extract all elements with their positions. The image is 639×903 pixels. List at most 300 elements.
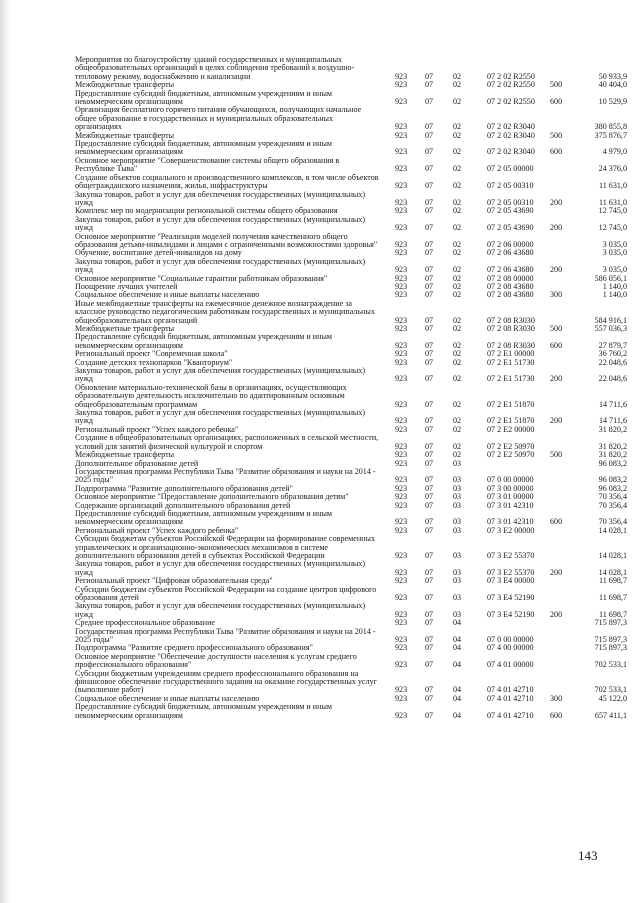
- section-code: 07: [425, 458, 434, 468]
- amount: 557 036,3: [594, 324, 627, 333]
- subsection-code: 02: [453, 265, 462, 275]
- ved-code: 923: [395, 424, 408, 434]
- row-name: Государственная программа Республики Тыва "Развитие образования и науки на 2014 - 2025 годы": [75, 466, 376, 485]
- row-name: Создание в общеобразовательных организациях, расположенных в сельской местности, условий для занятий физической культурой и спортом: [75, 433, 379, 451]
- amount: 11 698,7: [598, 576, 627, 586]
- expense-type-code: 200: [550, 416, 563, 426]
- amount: 31 820,2: [598, 450, 627, 460]
- row-name: Закупка товаров, работ и услуг для обеспечения государственных (муниципальных) нужд: [75, 366, 366, 384]
- subsection-code: 03: [453, 458, 462, 468]
- row-name: Основное мероприятие "Совершенствование системы общего образования в Республике Тыва": [75, 155, 340, 174]
- subsection-code: 02: [453, 281, 462, 291]
- subsection-code: 03: [453, 492, 462, 502]
- subsection-code: 04: [453, 685, 462, 695]
- subsection-code: 02: [453, 290, 462, 300]
- subsection-code: 02: [453, 399, 462, 409]
- amount: 11 631,0: [598, 181, 627, 191]
- ved-code: 923: [395, 441, 408, 451]
- amount: 96 083,2: [598, 458, 627, 468]
- row-name: Предоставление субсидий бюджетным, автономным учреждениям и иным некоммерческим организациям: [75, 332, 333, 350]
- section-code: 07: [425, 693, 434, 703]
- subsection-code: 02: [453, 273, 462, 283]
- target-article-code: 07 2 02 R3040: [487, 122, 535, 132]
- expense-type-code: 600: [550, 517, 563, 527]
- target-article-code: 07 2 05 00310: [487, 181, 534, 191]
- target-article-code: 07 2 E1 51870: [487, 416, 535, 426]
- table-row: [75, 140, 627, 157]
- section-code: 07: [425, 206, 434, 216]
- section-code: 07: [425, 416, 434, 426]
- ved-code: 923: [395, 181, 408, 191]
- ved-code: 923: [395, 97, 408, 107]
- subsection-code: 03: [453, 500, 462, 510]
- row-name: Основное мероприятие "Социальные гарантии работникам образования": [75, 273, 328, 283]
- target-article-code: 07 2 05 00000: [487, 164, 534, 174]
- target-article-code: 07 2 06 43680: [487, 248, 534, 258]
- row-name: Предоставление субсидий бюджетным, автономным учреждениям и иным некоммерческим организациям: [75, 702, 333, 720]
- section-code: 07: [425, 525, 434, 535]
- amount: 45 122,0: [598, 693, 627, 703]
- section-code: 07: [425, 239, 434, 249]
- target-article-code: 07 4 01 42710: [487, 710, 534, 720]
- amount: 10 529,9: [598, 97, 627, 107]
- target-article-code: 07 3 E2 55370: [487, 550, 535, 560]
- subsection-code: 04: [453, 618, 462, 628]
- table-row: [75, 670, 627, 695]
- target-article-code: 07 2 06 43680: [487, 265, 534, 275]
- subsection-code: 02: [453, 223, 462, 233]
- row-name: Обновление материально-технической базы в организациях, осуществляющих образовательную деятельность исключительно по адаптированным основным общеобразовательным программам: [75, 382, 347, 409]
- target-article-code: 07 2 E1 51730: [487, 357, 535, 367]
- ved-code: 923: [395, 550, 408, 560]
- ved-code: 923: [395, 660, 408, 670]
- section-code: 07: [425, 517, 434, 527]
- amount: 31 820,2: [598, 441, 627, 451]
- section-code: 07: [425, 635, 434, 645]
- section-code: 07: [425, 223, 434, 233]
- section-code: 07: [425, 660, 434, 670]
- subsection-code: 03: [453, 475, 462, 485]
- ved-code: 923: [395, 710, 408, 720]
- table-row: [75, 106, 627, 131]
- row-name: Закупка товаров, работ и услуг для обеспечения государственных (муниципальных) нужд: [75, 214, 366, 233]
- table-row: [75, 653, 627, 670]
- amount: 380 855,8: [594, 122, 627, 132]
- expense-type-code: 500: [550, 80, 563, 90]
- ved-code: 923: [395, 71, 408, 81]
- subsection-code: 03: [453, 609, 462, 619]
- subsection-code: 02: [453, 324, 462, 333]
- target-article-code: 07 2 02 R2550: [487, 71, 535, 81]
- ved-code: 923: [395, 517, 408, 527]
- section-code: 07: [425, 349, 434, 359]
- ved-code: 923: [395, 643, 408, 653]
- subsection-code: 02: [453, 80, 462, 90]
- section-code: 07: [425, 265, 434, 275]
- target-article-code: 07 3 E4 52190: [487, 593, 535, 602]
- amount: 11 698,7: [598, 593, 627, 602]
- section-code: 07: [425, 315, 434, 325]
- row-name: Предоставление субсидий бюджетным, автономным учреждениям и иным некоммерческим организациям: [75, 88, 333, 107]
- subsection-code: 02: [453, 164, 462, 174]
- table-row: [75, 56, 627, 81]
- target-article-code: 07 0 00 00000: [487, 475, 534, 485]
- ved-code: 923: [395, 475, 408, 485]
- amount: 22 048,6: [598, 357, 627, 367]
- ved-code: 923: [395, 147, 408, 157]
- subsection-code: 03: [453, 567, 462, 577]
- target-article-code: 07 2 08 43680: [487, 281, 534, 291]
- ved-code: 923: [395, 324, 408, 333]
- ved-code: 923: [395, 374, 408, 384]
- section-code: 07: [425, 593, 434, 602]
- row-name: Среднее профессиональное образование: [75, 618, 215, 628]
- target-article-code: 07 3 01 42310: [487, 517, 534, 527]
- subsection-code: 04: [453, 643, 462, 653]
- ved-code: 923: [395, 483, 408, 493]
- row-name: Основное мероприятие "Предоставление дополнительного образования детям": [75, 492, 349, 502]
- amount: 12 745,0: [598, 223, 627, 233]
- section-code: 07: [425, 197, 434, 207]
- amount: 715 897,3: [594, 618, 627, 628]
- table-row: [75, 560, 627, 577]
- target-article-code: 07 3 01 00000: [487, 492, 534, 502]
- page-number: 143: [578, 848, 598, 863]
- amount: 11 698,7: [598, 609, 627, 619]
- amount: 40 404,0: [598, 80, 627, 90]
- amount: 70 356,4: [598, 500, 627, 510]
- ved-code: 923: [395, 164, 408, 174]
- budget-table: [75, 56, 627, 720]
- section-code: 07: [425, 248, 434, 258]
- row-name: Региональный проект "Успех каждого ребенка": [75, 525, 239, 535]
- section-code: 07: [425, 567, 434, 577]
- amount: 31 820,2: [598, 424, 627, 434]
- target-article-code: 07 2 02 R2550: [487, 97, 535, 107]
- ved-code: 923: [395, 567, 408, 577]
- expense-type-code: 600: [550, 710, 563, 720]
- amount: 14 028,1: [598, 525, 627, 535]
- row-name: Организация бесплатного горячего питания обучающихся, получающих начальное общее образование в государственных и муниципальных образовательных организациях: [75, 105, 362, 132]
- amount: 1 140,0: [602, 290, 627, 300]
- row-name: Предоставление субсидий бюджетным, автономным учреждениям и иным некоммерческим организациям: [75, 139, 333, 157]
- target-article-code: 07 3 E2 00000: [487, 525, 535, 535]
- section-code: 07: [425, 710, 434, 720]
- table-row: [75, 628, 627, 645]
- amount: 14 711,6: [598, 416, 627, 426]
- section-code: 07: [425, 164, 434, 174]
- subsection-code: 02: [453, 130, 462, 140]
- target-article-code: 07 2 02 R3040: [487, 130, 535, 140]
- subsection-code: 03: [453, 483, 462, 493]
- row-name: Закупка товаров, работ и услуг для обеспечения государственных (муниципальных) нужд: [75, 408, 366, 426]
- expense-type-code: 600: [550, 97, 563, 107]
- table-row: [75, 586, 627, 603]
- amount: 70 356,4: [598, 517, 627, 527]
- section-code: 07: [425, 450, 434, 460]
- section-code: 07: [425, 71, 434, 81]
- ved-code: 923: [395, 281, 408, 291]
- ved-code: 923: [395, 223, 408, 233]
- section-code: 07: [425, 424, 434, 434]
- ved-code: 923: [395, 693, 408, 703]
- target-article-code: 07 4 01 42710: [487, 693, 534, 703]
- target-article-code: 07 2 E2 00000: [487, 424, 535, 434]
- section-code: 07: [425, 550, 434, 560]
- table-row: [75, 174, 627, 191]
- target-article-code: 07 2 E2 50970: [487, 441, 535, 451]
- ved-code: 923: [395, 618, 408, 628]
- amount: 702 533,1: [594, 660, 627, 670]
- row-name: Субсидии бюджетным учреждениям среднего профессионального образования на финансовое обеспечение государственного задания на оказание государственных услуг (выполнение работ): [75, 668, 377, 695]
- ved-code: 923: [395, 349, 408, 359]
- subsection-code: 02: [453, 340, 462, 350]
- section-code: 07: [425, 685, 434, 695]
- row-name: Закупка товаров, работ и услуг для обеспечения государственных (муниципальных) нужд: [75, 601, 366, 619]
- row-name: Содержание организаций дополнительного образования детей: [75, 500, 291, 510]
- amount: 50 933,9: [598, 71, 627, 81]
- row-name: Социальное обеспечение и иные выплаты населению: [75, 693, 260, 703]
- target-article-code: 07 2 08 R3030: [487, 324, 535, 333]
- section-code: 07: [425, 357, 434, 367]
- section-code: 07: [425, 340, 434, 350]
- target-article-code: 07 2 08 R3030: [487, 340, 535, 350]
- subsection-code: 02: [453, 349, 462, 359]
- table-row: [75, 216, 627, 233]
- amount: 14 028,1: [598, 567, 627, 577]
- ved-code: 923: [395, 609, 408, 619]
- expense-type-code: 200: [550, 265, 563, 275]
- table-row: [75, 535, 627, 560]
- expense-type-code: 500: [550, 324, 563, 333]
- target-article-code: 07 3 01 42310: [487, 500, 534, 510]
- row-name: Региональный проект "Успех каждого ребенка": [75, 424, 239, 434]
- subsection-code: 02: [453, 315, 462, 325]
- table-row: [75, 157, 627, 174]
- ved-code: 923: [395, 685, 408, 695]
- amount: 3 035,0: [602, 265, 627, 275]
- ved-code: 923: [395, 273, 408, 283]
- row-name: Создание детских технопарков "Кванториум": [75, 357, 233, 367]
- row-name: Подпрограмма "Развитие дополнительного образования детей": [75, 483, 293, 493]
- section-code: 07: [425, 324, 434, 333]
- row-name: Закупка товаров, работ и услуг для обеспечения государственных (муниципальных) нужд: [75, 189, 366, 207]
- subsection-code: 02: [453, 97, 462, 107]
- subsection-code: 02: [453, 450, 462, 460]
- row-name: Региональный проект "Цифровая образовательная среда": [75, 576, 273, 586]
- row-name: Мероприятия по благоустройству зданий государственных и муниципальных общеобразовательных организаций в целях соблюдения требований к воздушно-тепловому режиму, водоснабжению и канализации: [75, 55, 355, 81]
- table-row: [75, 333, 627, 350]
- expense-type-code: 300: [550, 693, 563, 703]
- table-row: [75, 191, 627, 208]
- table-row: [75, 367, 627, 384]
- subsection-code: 02: [453, 71, 462, 81]
- amount: 96 083,2: [598, 475, 627, 485]
- ved-code: 923: [395, 130, 408, 140]
- page-edge-shadow: [0, 0, 10, 903]
- section-code: 07: [425, 281, 434, 291]
- target-article-code: 07 2 08 R3030: [487, 315, 535, 325]
- target-article-code: 07 2 05 43690: [487, 206, 534, 216]
- subsection-code: 04: [453, 660, 462, 670]
- target-article-code: 07 2 05 00310: [487, 197, 534, 207]
- amount: 375 876,7: [594, 130, 627, 140]
- target-article-code: 07 2 06 00000: [487, 239, 534, 249]
- subsection-code: 02: [453, 357, 462, 367]
- section-code: 07: [425, 122, 434, 132]
- ved-code: 923: [395, 450, 408, 460]
- amount: 12 745,0: [598, 206, 627, 216]
- target-article-code: 07 2 08 00000: [487, 273, 534, 283]
- ved-code: 923: [395, 576, 408, 586]
- subsection-code: 02: [453, 147, 462, 157]
- ved-code: 923: [395, 525, 408, 535]
- expense-type-code: 300: [550, 290, 563, 300]
- amount: 70 356,4: [598, 492, 627, 502]
- row-name: Комплекс мер по модернизации региональной системы общего образования: [75, 206, 338, 216]
- amount: 24 376,0: [598, 164, 627, 174]
- row-name: Иные межбюджетные трансферты на ежемесячное денежное вознаграждение за классное руководство педагогическим работникам государственных и муниципальных общеобразовательных организаций: [75, 298, 375, 325]
- amount: 702 533,1: [594, 685, 627, 695]
- table-row: [75, 468, 627, 485]
- section-code: 07: [425, 130, 434, 140]
- ved-code: 923: [395, 635, 408, 645]
- section-code: 07: [425, 475, 434, 485]
- section-code: 07: [425, 618, 434, 628]
- row-name: Межбюджетные трансферты: [75, 80, 175, 90]
- section-code: 07: [425, 273, 434, 283]
- subsection-code: 03: [453, 593, 462, 602]
- table-row: [75, 510, 627, 527]
- amount: 14 711,6: [598, 399, 627, 409]
- subsection-code: 02: [453, 122, 462, 132]
- amount: 3 035,0: [602, 248, 627, 258]
- row-name: Социальное обеспечение и иные выплаты населению: [75, 290, 260, 300]
- table-row: [75, 384, 627, 409]
- target-article-code: 07 2 02 R2550: [487, 80, 535, 90]
- section-code: 07: [425, 576, 434, 586]
- subsection-code: 02: [453, 206, 462, 216]
- section-code: 07: [425, 290, 434, 300]
- amount: 586 056,1: [594, 273, 627, 283]
- row-name: Закупка товаров, работ и услуг для обеспечения государственных (муниципальных) нужд: [75, 559, 366, 577]
- table-row: [75, 434, 627, 451]
- row-name: Закупка товаров, работ и услуг для обеспечения государственных (муниципальных) нужд: [75, 256, 366, 275]
- section-code: 07: [425, 147, 434, 157]
- target-article-code: 07 4 00 00000: [487, 643, 534, 653]
- row-name: Основное мероприятие "Реализация моделей получения качественного общего образования детьми-инвалидами и лицами с ограниченными возможностями здоровья": [75, 231, 378, 249]
- subsection-code: 02: [453, 239, 462, 249]
- subsection-code: 02: [453, 441, 462, 451]
- row-name: Межбюджетные трансферты: [75, 450, 175, 460]
- ved-code: 923: [395, 290, 408, 300]
- target-article-code: 07 2 05 43690: [487, 223, 534, 233]
- row-name: Основное мероприятие "Обеспечение доступности населения к услугам среднего профессионального образования": [75, 651, 357, 670]
- amount: 27 879,7: [598, 340, 627, 350]
- expense-type-code: 200: [550, 223, 563, 233]
- expense-type-code: 500: [550, 130, 563, 140]
- amount: 36 760,2: [598, 349, 627, 359]
- ved-code: 923: [395, 248, 408, 258]
- ved-code: 923: [395, 122, 408, 132]
- section-code: 07: [425, 441, 434, 451]
- target-article-code: 07 2 E1 00000: [487, 349, 535, 359]
- section-code: 07: [425, 500, 434, 510]
- row-name: Обучение, воспитание детей-инвалидов на дому: [75, 248, 242, 258]
- subsection-code: 04: [453, 710, 462, 720]
- amount: 14 028,1: [598, 550, 627, 560]
- expense-type-code: 200: [550, 197, 563, 207]
- ved-code: 923: [395, 197, 408, 207]
- target-article-code: 07 2 08 43680: [487, 290, 534, 300]
- ved-code: 923: [395, 593, 408, 602]
- section-code: 07: [425, 483, 434, 493]
- subsection-code: 02: [453, 416, 462, 426]
- table-row: [75, 258, 627, 275]
- ved-code: 923: [395, 500, 408, 510]
- ved-code: 923: [395, 340, 408, 350]
- expense-type-code: 600: [550, 147, 563, 157]
- subsection-code: 03: [453, 550, 462, 560]
- row-name: Создание объектов социального и производственного комплексов, в том числе объектов общегражданского назначения, жилья, инфраструктуры: [75, 172, 379, 191]
- amount: 1 140,0: [602, 281, 627, 291]
- table-row: [75, 90, 627, 107]
- ved-code: 923: [395, 399, 408, 409]
- section-code: 07: [425, 399, 434, 409]
- target-article-code: 07 3 E4 00000: [487, 576, 535, 586]
- row-name: Региональный проект "Современная школа": [75, 349, 228, 359]
- ved-code: 923: [395, 239, 408, 249]
- subsection-code: 04: [453, 693, 462, 703]
- amount: 715 897,3: [594, 643, 627, 653]
- subsection-code: 02: [453, 424, 462, 434]
- target-article-code: 07 2 E2 50970: [487, 450, 535, 460]
- target-article-code: 07 4 01 42710: [487, 685, 534, 695]
- target-article-code: 07 3 E4 52190: [487, 609, 535, 619]
- subsection-code: 03: [453, 576, 462, 586]
- subsection-code: 03: [453, 517, 462, 527]
- ved-code: 923: [395, 416, 408, 426]
- section-code: 07: [425, 97, 434, 107]
- ved-code: 923: [395, 206, 408, 216]
- section-code: 07: [425, 181, 434, 191]
- subsection-code: 03: [453, 525, 462, 535]
- target-article-code: 07 2 02 R3040: [487, 147, 535, 157]
- amount: 657 411,1: [594, 710, 627, 720]
- row-name: Межбюджетные трансферты: [75, 324, 175, 333]
- amount: 3 035,0: [602, 239, 627, 249]
- ved-code: 923: [395, 492, 408, 502]
- subsection-code: 02: [453, 248, 462, 258]
- row-name: Субсидии бюджетам субъектов Российской Федерации на создание центров цифрового образования детей: [75, 584, 377, 602]
- subsection-code: 02: [453, 197, 462, 207]
- ved-code: 923: [395, 458, 408, 468]
- table-row: [75, 233, 627, 250]
- ved-code: 923: [395, 357, 408, 367]
- table-row: [75, 409, 627, 426]
- ved-code: 923: [395, 80, 408, 90]
- target-article-code: 07 2 E1 51870: [487, 399, 535, 409]
- target-article-code: 07 2 E1 51730: [487, 374, 535, 384]
- section-code: 07: [425, 643, 434, 653]
- row-name: Подпрограмма "Развитие среднего профессионального образования": [75, 643, 313, 653]
- expense-type-code: 600: [550, 340, 563, 350]
- row-name: Поощрение лучших учителей: [75, 281, 178, 291]
- target-article-code: 07 3 00 00000: [487, 483, 534, 493]
- section-code: 07: [425, 80, 434, 90]
- row-name: Дополнительное образование детей: [75, 458, 199, 468]
- target-article-code: 07 0 00 00000: [487, 635, 534, 645]
